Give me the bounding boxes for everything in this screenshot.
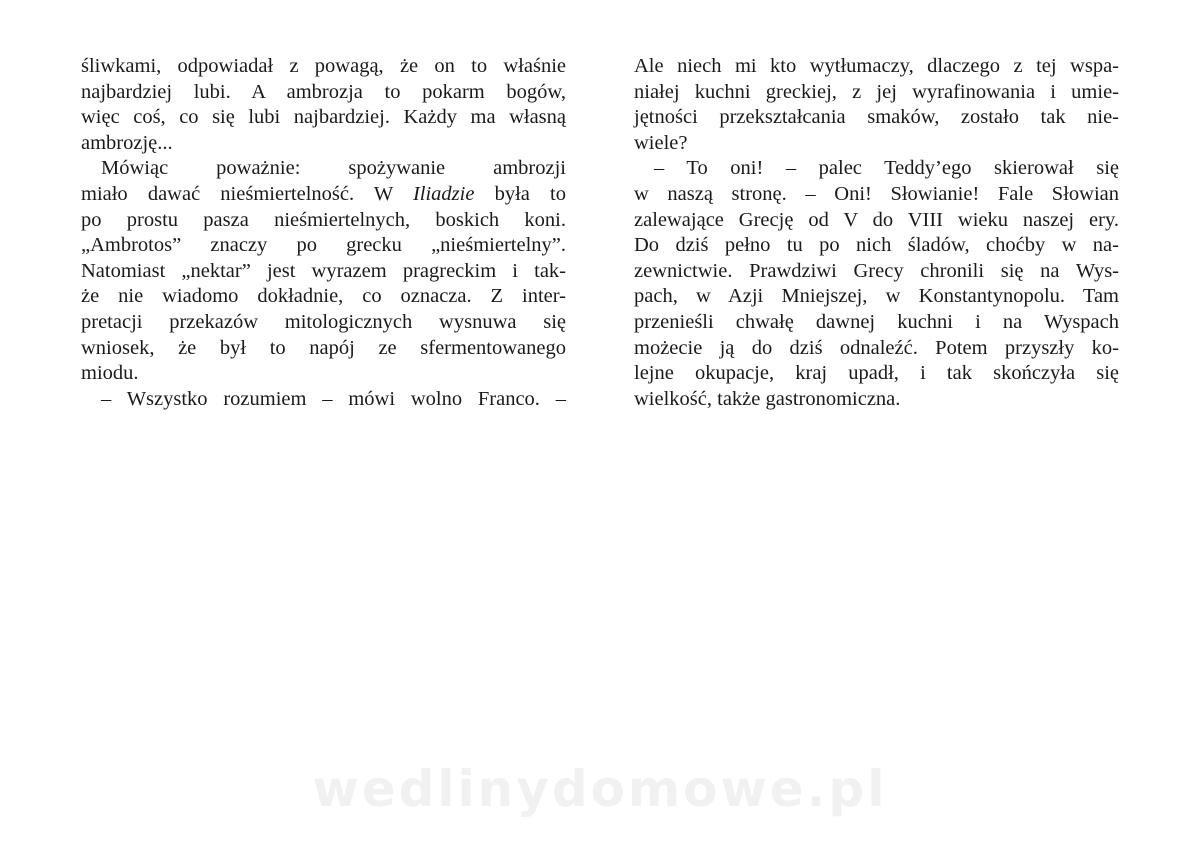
text-line: w naszą stronę. – Oni! Słowianie! Fale Słowian [634,182,1119,205]
text-line: Mówiąc poważnie: spożywanie ambrozji [101,157,566,180]
text-line: pretacji przekazów mitologicznych wysnuwa się [81,310,566,333]
text-fragment: była to [474,182,566,205]
text-line: Do dziś pełno tu po nich śladów, choćby w na- [634,234,1119,257]
text-line: – Wszystko rozumiem – mówi wolno Franco. – [101,387,566,410]
left-text-column [81,54,566,412]
text-line: najbardziej lubi. A ambrozja to pokarm bogów, [81,80,566,103]
text-line: „Ambrotos” znaczy po grecku „nieśmiertelny”. [81,234,566,257]
italic-title: Iliadzie [412,182,475,205]
text-line: ambrozję... [81,131,173,154]
text-line: – To oni! – palec Teddy’ego skierował się [654,157,1119,180]
text-line: lejne okupacje, kraj upadł, i tak skończyła się [634,362,1119,385]
text-line: jętności przekształcania smaków, zostało tak nie- [634,106,1119,129]
watermark: wedlinydomowe.pl [312,760,888,818]
text-line: Natomiast „nektar” jest wyrazem pragreckim i tak- [81,259,566,282]
text-line: przenieśli chwałę dawnej kuchni i na Wyspach [634,310,1119,333]
text-line: niałej kuchni greckiej, z jej wyrafinowania i umie- [634,80,1119,103]
text-line: wniosek, że był to napój ze sfermentowanego [81,336,566,359]
text-line: zewnictwie. Prawdziwi Grecy chronili się na Wys- [634,259,1119,282]
text-fragment: miało dawać nieśmiertelność. W [81,182,413,205]
text-line [81,182,566,208]
text-line: śliwkami, odpowiadał z powagą, że on to właśnie [81,55,566,77]
text-line: że nie wiadomo dokładnie, co oznacza. Z inter- [81,285,566,308]
text-line: możecie ją do dziś odnaleźć. Potem przyszły ko- [634,336,1119,359]
text-line: zalewające Grecję od V do VIII wieku naszej ery. [634,208,1119,231]
right-text-column [634,54,1119,412]
text-line: po prostu pasza nieśmiertelnych, boskich koni. [81,208,566,231]
text-line: wielkość, także gastronomiczna. [634,387,901,410]
text-line: wiele? [634,131,688,154]
text-line: więc coś, co się lubi najbardziej. Każdy ma własną [81,106,566,129]
text-line: miodu. [81,362,139,385]
text-line: Ale niech mi kto wytłumaczy, dlaczego z tej wspa- [634,55,1119,77]
text-line: pach, w Azji Mniejszej, w Konstantynopolu. Tam [634,285,1119,308]
